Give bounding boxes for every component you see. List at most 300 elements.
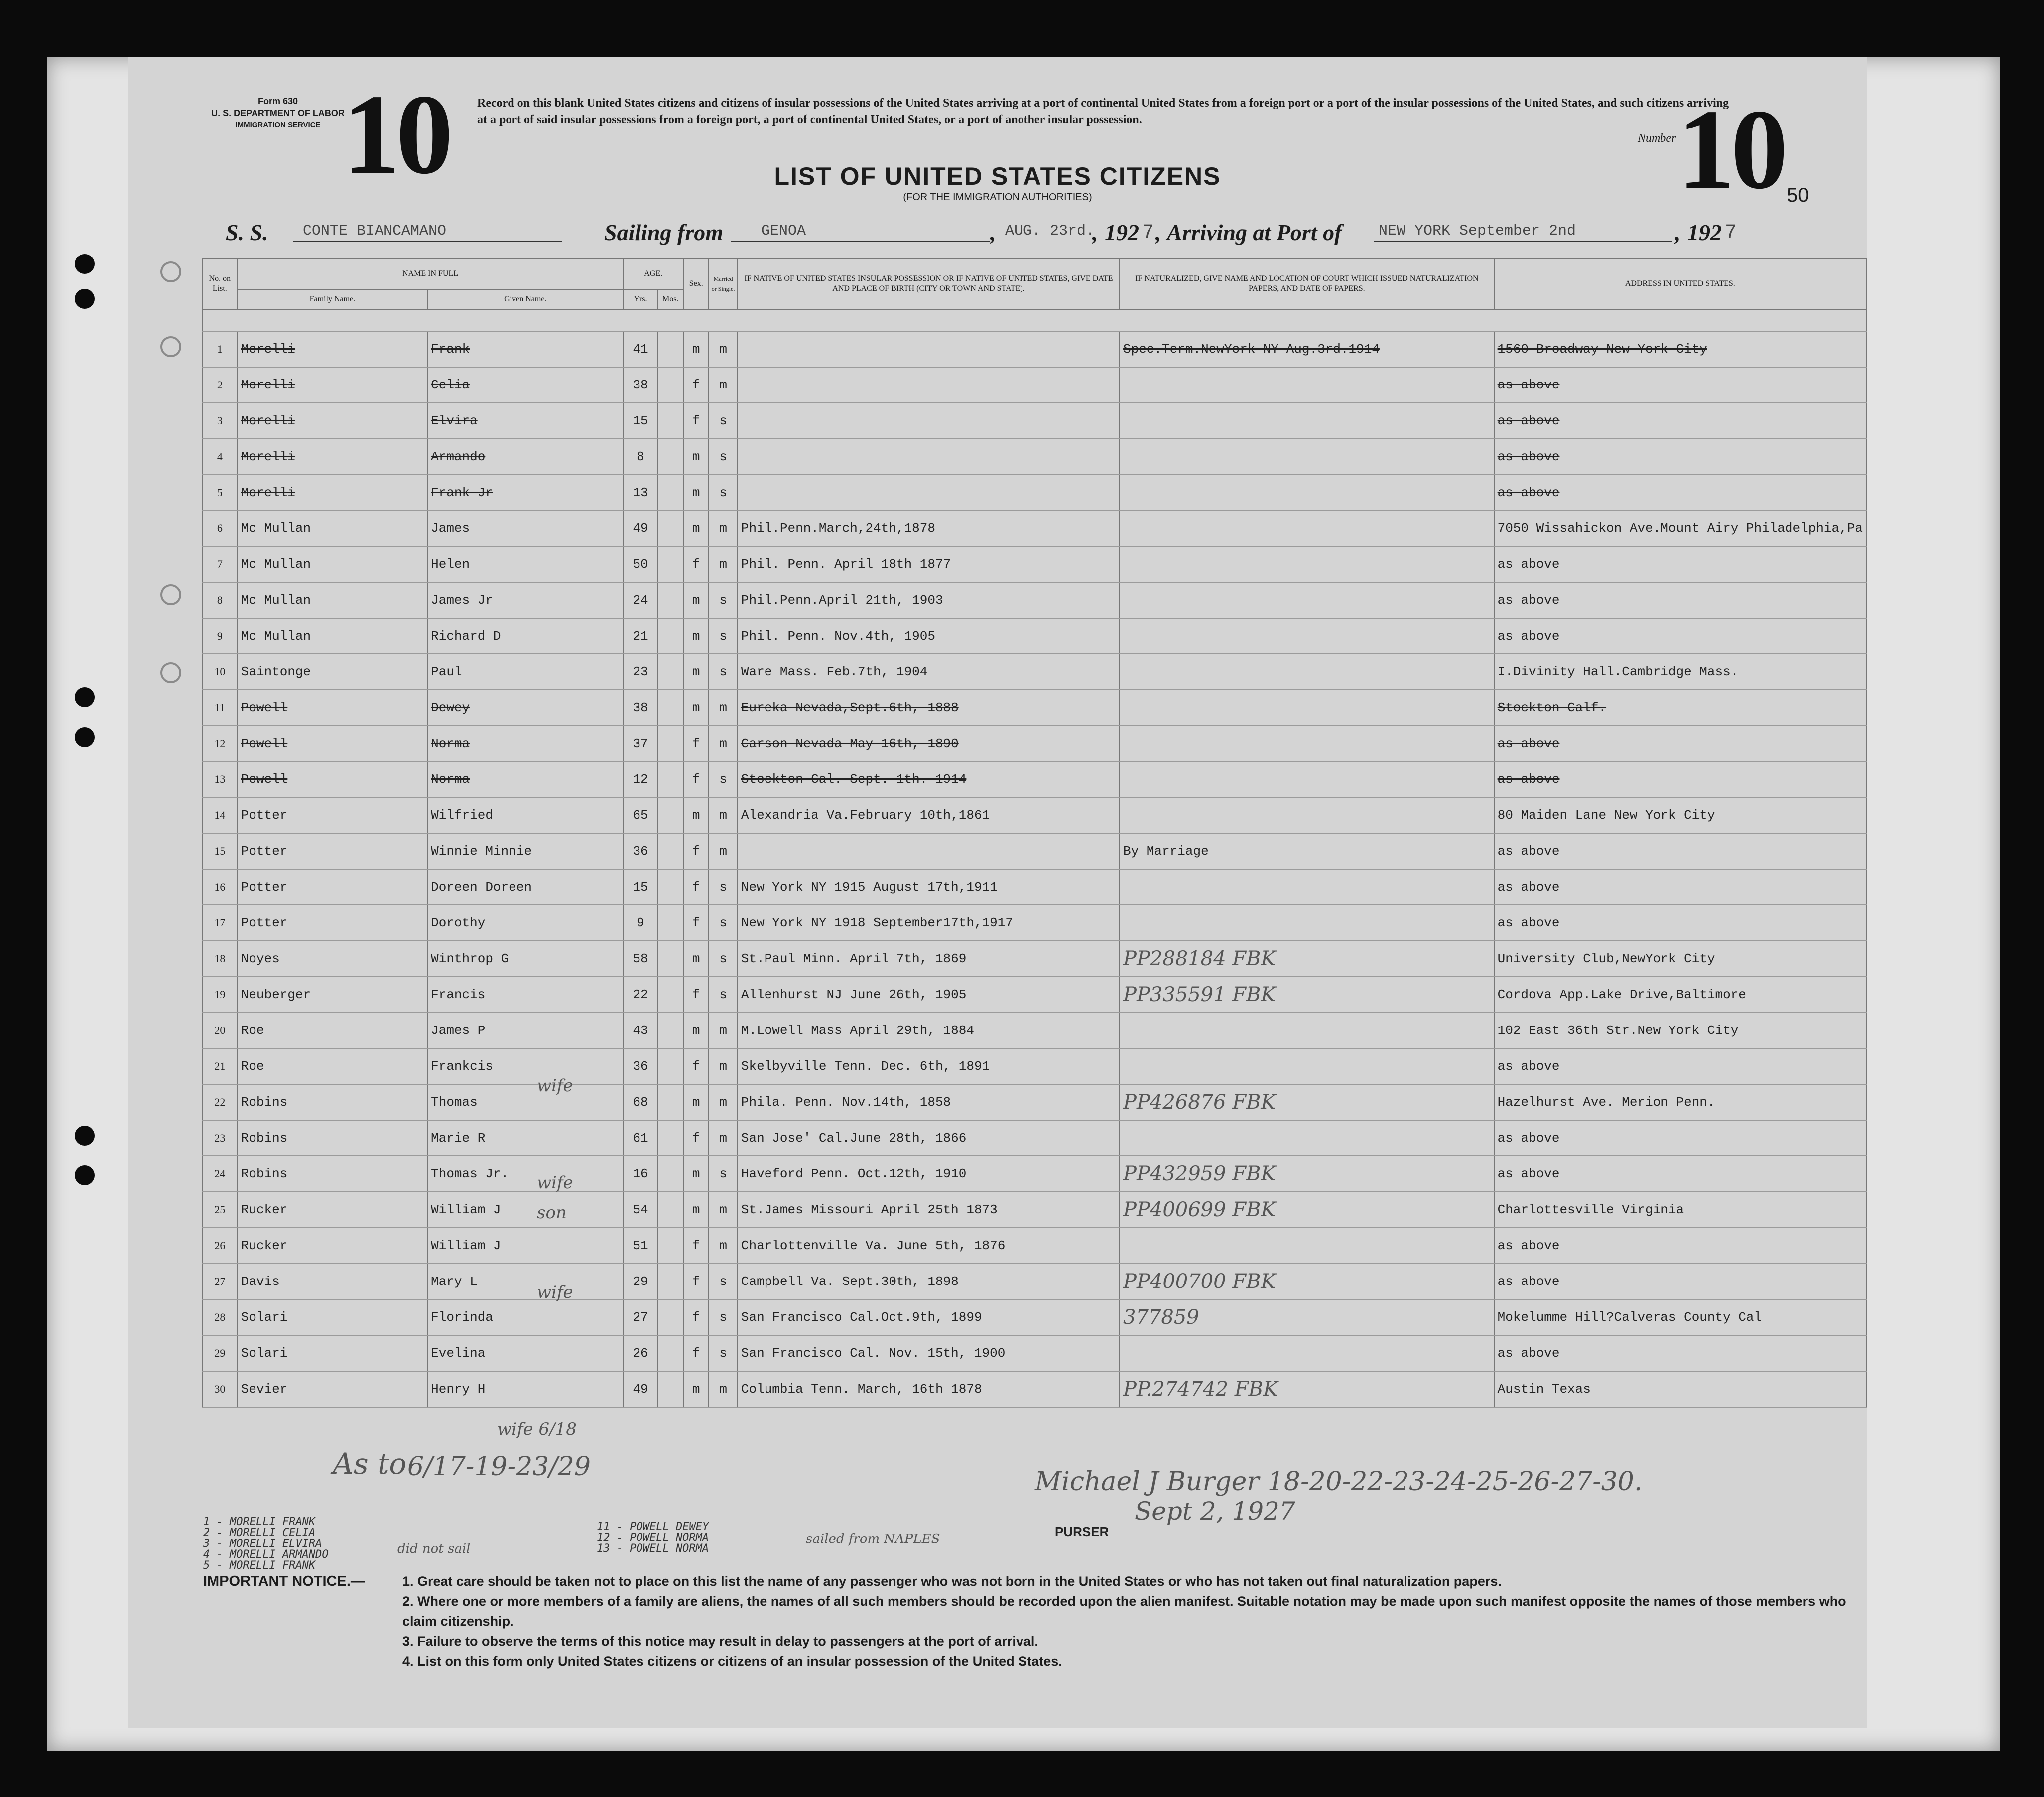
ss-label: S. S. <box>226 220 268 245</box>
cell-addr: as above <box>1494 869 1866 905</box>
cell-ms: s <box>709 762 738 797</box>
cell-mos <box>658 331 684 367</box>
cell-given: Frank Jr <box>427 475 623 511</box>
cell-ms: s <box>709 869 738 905</box>
cell-yrs: 49 <box>623 511 657 546</box>
cell-nat <box>1120 1013 1494 1048</box>
notice-item: 2. Where one or more members of a family are aliens, the names of all such members should be recorded upon the alien manifest. Suitable notation may be made upon such manifest opposite the names of those members who claim citizenship. <box>402 1594 1846 1629</box>
table-row <box>202 403 1866 439</box>
cell-sex: m <box>683 331 709 367</box>
cell-sex: m <box>683 1371 709 1407</box>
cell-ms: m <box>709 1084 738 1120</box>
cell-sex: f <box>683 403 709 439</box>
cell-birth <box>738 403 1120 439</box>
table-row <box>202 618 1866 654</box>
cell-nat <box>1120 618 1494 654</box>
cell-addr: Hazelhurst Ave. Merion Penn. <box>1494 1084 1866 1120</box>
cell-mos <box>658 582 684 618</box>
cell-mos <box>658 618 684 654</box>
cell-mos <box>658 869 684 905</box>
cell-yrs: 15 <box>623 869 657 905</box>
cell-mos <box>658 726 684 762</box>
cell-no: 1 <box>202 331 238 367</box>
ship-name: CONTE BIANCAMANO <box>303 223 447 240</box>
cell-mos <box>658 762 684 797</box>
cell-family: Rucker <box>238 1192 427 1228</box>
citizens-table <box>202 258 1867 1408</box>
cell-no: 10 <box>202 654 238 690</box>
cell-ms: m <box>709 367 738 403</box>
ring-mark <box>160 336 181 357</box>
cell-ms: s <box>709 941 738 977</box>
cell-ms: s <box>709 1264 738 1299</box>
cell-yrs: 58 <box>623 941 657 977</box>
cell-nat <box>1120 1335 1494 1371</box>
cell-sex: m <box>683 1084 709 1120</box>
cell-nat: PP400699 FBK <box>1120 1192 1494 1228</box>
punch-hole <box>75 687 95 707</box>
cell-mos <box>658 1192 684 1228</box>
cell-addr: as above <box>1494 582 1866 618</box>
notice-item: 4. List on this form only United States citizens or citizens of an insular possession of the United States. <box>402 1654 1062 1669</box>
cell-no: 17 <box>202 905 238 941</box>
sailing-label: Sailing from <box>604 220 724 245</box>
cell-nat: PP.274742 FBK <box>1120 1371 1494 1407</box>
cell-ms: m <box>709 331 738 367</box>
cell-addr: as above <box>1494 1120 1866 1156</box>
notice-label: IMPORTANT NOTICE.— <box>203 1573 365 1589</box>
table-row <box>202 367 1866 403</box>
handwritten-wife-note: wife <box>537 1076 573 1096</box>
cell-birth: San Francisco Cal.Oct.9th, 1899 <box>738 1299 1120 1335</box>
cell-nat <box>1120 546 1494 582</box>
header-married: Married or Single. <box>709 258 738 309</box>
cell-family: Saintonge <box>238 654 427 690</box>
table-row <box>202 1048 1866 1084</box>
cell-mos <box>658 1264 684 1299</box>
cell-no: 7 <box>202 546 238 582</box>
cell-mos <box>658 1228 684 1264</box>
cell-birth: New York NY 1915 August 17th,1911 <box>738 869 1120 905</box>
cell-no: 13 <box>202 762 238 797</box>
table-row <box>202 511 1866 546</box>
cell-nat: PP335591 FBK <box>1120 977 1494 1013</box>
cell-given: Henry H <box>427 1371 623 1407</box>
cell-sex: f <box>683 833 709 869</box>
cell-mos <box>658 905 684 941</box>
cell-sex: m <box>683 797 709 833</box>
handwritten-wife-note: wife <box>537 1173 573 1193</box>
cell-birth <box>738 367 1120 403</box>
cell-ms: s <box>709 1156 738 1192</box>
cell-nat <box>1120 439 1494 475</box>
cell-ms: m <box>709 1048 738 1084</box>
cell-birth: San Francisco Cal. Nov. 15th, 1900 <box>738 1335 1120 1371</box>
cell-addr: as above <box>1494 1156 1866 1192</box>
cell-sex: f <box>683 1048 709 1084</box>
cell-given: Helen <box>427 546 623 582</box>
big-number-right: 10 <box>1677 86 1784 213</box>
table-row <box>202 905 1866 941</box>
cell-addr: Mokelumme Hill?Calveras County Cal <box>1494 1299 1866 1335</box>
cell-birth: M.Lowell Mass April 29th, 1884 <box>738 1013 1120 1048</box>
cell-yrs: 8 <box>623 439 657 475</box>
cell-mos <box>658 546 684 582</box>
table-row <box>202 1013 1866 1048</box>
cell-no: 25 <box>202 1192 238 1228</box>
cell-given: Dorothy <box>427 905 623 941</box>
cell-no: 14 <box>202 797 238 833</box>
cell-family: Roe <box>238 1013 427 1048</box>
cell-nat: PP426876 FBK <box>1120 1084 1494 1120</box>
cell-mos <box>658 833 684 869</box>
table-row <box>202 941 1866 977</box>
cell-birth: Ware Mass. Feb.7th, 1904 <box>738 654 1120 690</box>
cell-addr: as above <box>1494 403 1866 439</box>
cell-family: Robins <box>238 1156 427 1192</box>
spacer-row <box>202 309 1866 331</box>
cell-given: Thomas Jr. <box>427 1156 623 1192</box>
cell-birth: Stockton Cal. Sept. 1th. 1914 <box>738 762 1120 797</box>
cell-mos <box>658 1371 684 1407</box>
cell-yrs: 9 <box>623 905 657 941</box>
cell-addr: 80 Maiden Lane New York City <box>1494 797 1866 833</box>
did-not-sail-note: did not sail <box>397 1541 471 1556</box>
cell-addr: 1560 Broadway New York City <box>1494 331 1866 367</box>
purser-stamp: PURSER <box>1055 1524 1109 1539</box>
cell-given: Dewey <box>427 690 623 726</box>
cell-ms: m <box>709 1120 738 1156</box>
ring-mark <box>160 584 181 605</box>
cell-ms: m <box>709 726 738 762</box>
cell-no: 9 <box>202 618 238 654</box>
cell-ms: m <box>709 546 738 582</box>
notice-item: 3. Failure to observe the terms of this notice may result in delay to passengers at the port of arrival. <box>402 1634 1038 1649</box>
table-row <box>202 546 1866 582</box>
cell-yrs: 61 <box>623 1120 657 1156</box>
cell-given: Elvira <box>427 403 623 439</box>
number-label: Number <box>1638 132 1676 145</box>
cell-birth: Carson Nevada May 16th, 1890 <box>738 726 1120 762</box>
manifest-page <box>128 57 1867 1728</box>
sheet-count: 50 <box>1787 184 1809 206</box>
header-naturalized: IF NATURALIZED, GIVE NAME AND LOCATION OF COURT WHICH ISSUED NATURALIZATION PAPERS, AND DATE OF PAPERS. <box>1120 258 1494 309</box>
department-name: U. S. DEPARTMENT OF LABOR <box>211 108 345 118</box>
cell-given: Florinda <box>427 1299 623 1335</box>
cell-ms: s <box>709 905 738 941</box>
cell-addr: as above <box>1494 762 1866 797</box>
cell-addr: as above <box>1494 1335 1866 1371</box>
cell-birth <box>738 475 1120 511</box>
year-digit-2: 7 <box>1725 222 1737 244</box>
cell-yrs: 49 <box>623 1371 657 1407</box>
cell-mos <box>658 1335 684 1371</box>
cell-addr: as above <box>1494 546 1866 582</box>
cell-family: Powell <box>238 690 427 726</box>
port-from: GENOA <box>761 223 806 240</box>
cell-nat <box>1120 1120 1494 1156</box>
cell-ms: s <box>709 439 738 475</box>
cell-no: 4 <box>202 439 238 475</box>
table-row <box>202 439 1866 475</box>
cell-sex: m <box>683 690 709 726</box>
cell-given: William J <box>427 1192 623 1228</box>
cell-given: Wilfried <box>427 797 623 833</box>
cell-family: Morelli <box>238 439 427 475</box>
header-birth: IF NATIVE OF UNITED STATES INSULAR POSSESSION OR IF NATIVE OF UNITED STATES, GIVE DATE AND PLACE OF BIRTH (CITY OR TOWN AND STATE). <box>738 258 1120 309</box>
cell-yrs: 38 <box>623 367 657 403</box>
cell-mos <box>658 654 684 690</box>
cell-no: 16 <box>202 869 238 905</box>
cell-family: Davis <box>238 1264 427 1299</box>
cell-family: Potter <box>238 797 427 833</box>
cell-birth: Allenhurst NJ June 26th, 1905 <box>738 977 1120 1013</box>
cell-sex: f <box>683 977 709 1013</box>
ring-mark <box>160 662 181 683</box>
cell-yrs: 13 <box>623 475 657 511</box>
cell-mos <box>658 690 684 726</box>
cell-no: 30 <box>202 1371 238 1407</box>
arriving-label: Arriving at Port of <box>1167 220 1342 245</box>
cell-addr: Charlottesville Virginia <box>1494 1192 1866 1228</box>
cell-birth: Phila. Penn. Nov.14th, 1858 <box>738 1084 1120 1120</box>
cell-sex: f <box>683 905 709 941</box>
cell-nat <box>1120 869 1494 905</box>
cell-nat <box>1120 654 1494 690</box>
cell-family: Roe <box>238 1048 427 1084</box>
cell-addr: 102 East 36th Str.New York City <box>1494 1013 1866 1048</box>
cell-yrs: 37 <box>623 726 657 762</box>
cell-birth: Campbell Va. Sept.30th, 1898 <box>738 1264 1120 1299</box>
cell-sex: f <box>683 1228 709 1264</box>
cell-mos <box>658 1013 684 1048</box>
handwritten-son-note: son <box>537 1203 567 1223</box>
table-row <box>202 1084 1866 1120</box>
cell-given: Norma <box>427 726 623 762</box>
cell-sex: m <box>683 1192 709 1228</box>
cell-addr: as above <box>1494 367 1866 403</box>
table-row <box>202 1192 1866 1228</box>
cell-sex: f <box>683 762 709 797</box>
date-from: AUG. 23rd. <box>1005 223 1095 240</box>
cell-family: Solari <box>238 1335 427 1371</box>
cell-no: 26 <box>202 1228 238 1264</box>
cell-sex: m <box>683 439 709 475</box>
cell-no: 23 <box>202 1120 238 1156</box>
cell-addr: as above <box>1494 618 1866 654</box>
cell-addr: as above <box>1494 475 1866 511</box>
cell-mos <box>658 941 684 977</box>
punch-hole <box>75 289 95 309</box>
cell-given: Armando <box>427 439 623 475</box>
cell-sex: f <box>683 367 709 403</box>
service-name: IMMIGRATION SERVICE <box>235 121 321 129</box>
table-row <box>202 726 1866 762</box>
cell-mos <box>658 977 684 1013</box>
cell-given: Mary L <box>427 1264 623 1299</box>
cell-family: Sevier <box>238 1371 427 1407</box>
table-row <box>202 1299 1866 1335</box>
cell-mos <box>658 439 684 475</box>
punch-hole <box>75 254 95 274</box>
cell-sex: f <box>683 726 709 762</box>
cell-yrs: 16 <box>623 1156 657 1192</box>
cell-ms: m <box>709 833 738 869</box>
cell-no: 21 <box>202 1048 238 1084</box>
cell-birth: San Jose' Cal.June 28th, 1866 <box>738 1120 1120 1156</box>
table-row <box>202 331 1866 367</box>
cell-ms: s <box>709 1335 738 1371</box>
cell-ms: s <box>709 618 738 654</box>
header-family: Family Name. <box>238 289 427 309</box>
cell-given: Thomas <box>427 1084 623 1120</box>
cell-addr: Austin Texas <box>1494 1371 1866 1407</box>
cell-family: Potter <box>238 833 427 869</box>
cell-sex: f <box>683 1264 709 1299</box>
cell-birth: Phil.Penn.March,24th,1878 <box>738 511 1120 546</box>
cell-family: Rucker <box>238 1228 427 1264</box>
cell-family: Morelli <box>238 403 427 439</box>
table-row <box>202 833 1866 869</box>
table-row <box>202 1335 1866 1371</box>
cell-yrs: 22 <box>623 977 657 1013</box>
cell-no: 22 <box>202 1084 238 1120</box>
cell-mos <box>658 1084 684 1120</box>
table-row <box>202 1156 1866 1192</box>
cell-addr: as above <box>1494 905 1866 941</box>
cell-yrs: 54 <box>623 1192 657 1228</box>
cell-no: 28 <box>202 1299 238 1335</box>
cell-given: Celia <box>427 367 623 403</box>
cell-no: 2 <box>202 367 238 403</box>
cell-nat <box>1120 1228 1494 1264</box>
cell-family: Neuberger <box>238 977 427 1013</box>
cell-yrs: 15 <box>623 403 657 439</box>
cell-no: 11 <box>202 690 238 726</box>
cell-family: Mc Mullan <box>238 618 427 654</box>
header-age: AGE. <box>623 258 683 289</box>
cell-yrs: 36 <box>623 833 657 869</box>
page-subtitle: (FOR THE IMMIGRATION AUTHORITIES) <box>903 192 1092 203</box>
cell-nat: PP432959 FBK <box>1120 1156 1494 1192</box>
cell-nat <box>1120 582 1494 618</box>
cell-family: Morelli <box>238 331 427 367</box>
cell-family: Robins <box>238 1120 427 1156</box>
cell-family: Robins <box>238 1084 427 1120</box>
cell-birth: Haveford Penn. Oct.12th, 1910 <box>738 1156 1120 1192</box>
cell-nat: 377859 <box>1120 1299 1494 1335</box>
cell-no: 15 <box>202 833 238 869</box>
cell-given: Richard D <box>427 618 623 654</box>
cell-birth: St.James Missouri April 25th 1873 <box>738 1192 1120 1228</box>
intro-text: Record on this blank United States citizens and citizens of insular possessions of the United States arriving at a port of continental United States from a foreign port or a port of the insular possessions of the United States, and such citizens arriving at a port of said insular possessions from a foreign port, a port of continental United States, or a port of another insular possession. <box>477 97 1729 126</box>
cell-mos <box>658 1299 684 1335</box>
punch-hole <box>75 1126 95 1146</box>
cell-mos <box>658 1156 684 1192</box>
cell-given: Frank <box>427 331 623 367</box>
cell-given: James P <box>427 1013 623 1048</box>
cell-ms: s <box>709 403 738 439</box>
cell-ms: s <box>709 582 738 618</box>
port-from-underline <box>731 241 990 242</box>
cell-birth: Phil.Penn.April 21th, 1903 <box>738 582 1120 618</box>
cell-given: Evelina <box>427 1335 623 1371</box>
cell-ms: m <box>709 690 738 726</box>
cell-sex: f <box>683 546 709 582</box>
cell-birth: Phil. Penn. April 18th 1877 <box>738 546 1120 582</box>
header-no: No. on List. <box>202 258 238 309</box>
ring-mark <box>160 261 181 282</box>
handwritten-wife-note: wife <box>537 1283 573 1302</box>
table-row <box>202 690 1866 726</box>
cell-addr: 7050 Wissahickon Ave.Mount Airy Philadelphia,Pa <box>1494 511 1866 546</box>
cell-birth: Alexandria Va.February 10th,1861 <box>738 797 1120 833</box>
cell-birth: Charlottenville Va. June 5th, 1876 <box>738 1228 1120 1264</box>
cell-nat <box>1120 726 1494 762</box>
cell-no: 27 <box>202 1264 238 1299</box>
cell-ms: s <box>709 654 738 690</box>
cell-family: Powell <box>238 726 427 762</box>
handwritten-as-to: As to <box>333 1447 407 1481</box>
table-row <box>202 762 1866 797</box>
cell-family: Solari <box>238 1299 427 1335</box>
handwritten-wife-date: wife 6/18 <box>497 1419 577 1439</box>
sailed-from-naples-note: sailed from NAPLES <box>806 1532 940 1546</box>
cell-nat <box>1120 797 1494 833</box>
cell-yrs: 65 <box>623 797 657 833</box>
cell-family: Mc Mullan <box>238 582 427 618</box>
cell-no: 12 <box>202 726 238 762</box>
cell-given: Norma <box>427 762 623 797</box>
cell-yrs: 41 <box>623 331 657 367</box>
cell-family: Morelli <box>238 475 427 511</box>
cell-sex: f <box>683 1120 709 1156</box>
cell-yrs: 29 <box>623 1264 657 1299</box>
cell-yrs: 68 <box>623 1084 657 1120</box>
table-row <box>202 1264 1866 1299</box>
cell-no: 6 <box>202 511 238 546</box>
table-row <box>202 654 1866 690</box>
table-body <box>202 331 1866 1407</box>
header-yrs: Yrs. <box>623 289 657 309</box>
page-title: LIST OF UNITED STATES CITIZENS <box>774 162 1221 190</box>
cell-sex: m <box>683 1013 709 1048</box>
cell-yrs: 21 <box>623 618 657 654</box>
cell-birth <box>738 439 1120 475</box>
cell-ms: m <box>709 1013 738 1048</box>
year-prefix-2: 192 <box>1687 220 1722 245</box>
cell-sex: m <box>683 941 709 977</box>
table-row <box>202 475 1866 511</box>
cell-yrs: 27 <box>623 1299 657 1335</box>
cell-given: Paul <box>427 654 623 690</box>
cell-nat <box>1120 762 1494 797</box>
cell-no: 20 <box>202 1013 238 1048</box>
ship-underline <box>293 241 562 242</box>
handwritten-signature-michael: Michael J Burger 18-20-22-23-24-25-26-27-30. <box>1035 1467 1643 1497</box>
cell-given: Winthrop G <box>427 941 623 977</box>
table-row <box>202 797 1866 833</box>
cell-nat: By Marriage <box>1120 833 1494 869</box>
cell-mos <box>658 367 684 403</box>
powell-list: 11 - POWELL DEWEY 12 - POWELL NORMA 13 - POWELL NORMA <box>597 1521 709 1555</box>
cell-addr: as above <box>1494 833 1866 869</box>
cell-birth: Phil. Penn. Nov.4th, 1905 <box>738 618 1120 654</box>
header-sex: Sex. <box>683 258 709 309</box>
header-mos: Mos. <box>658 289 684 309</box>
form-number: Form 630 <box>257 96 298 106</box>
cell-ms: m <box>709 511 738 546</box>
